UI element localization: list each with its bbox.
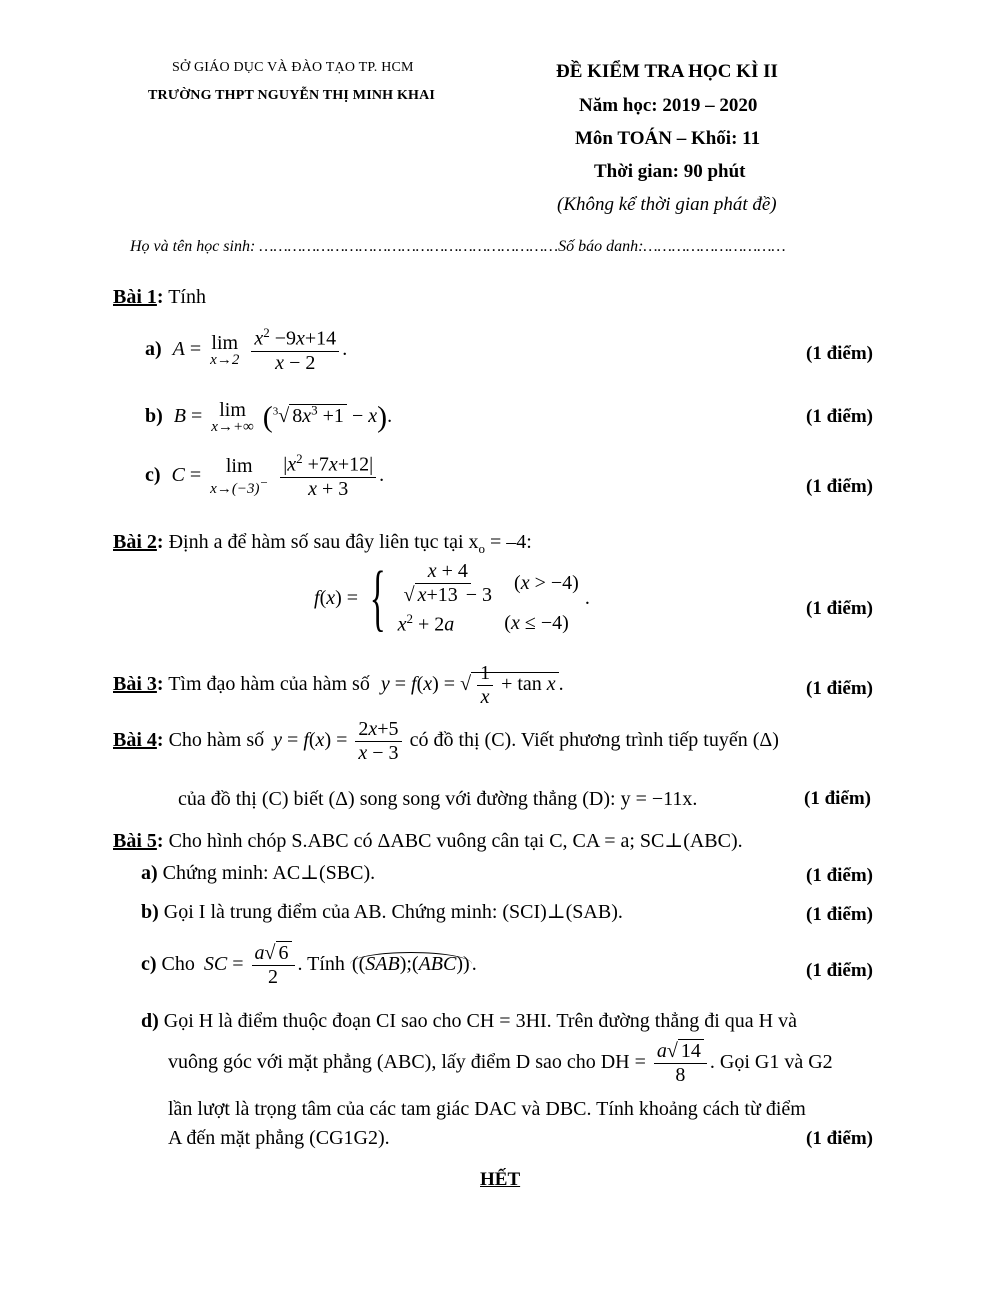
problem-1c: c) C = lim x→(−3)− $\frac{|x^2 +7x+12|}{x + 3}$ . <box>145 451 385 500</box>
problem-4-text1: Cho hàm số <box>168 729 265 752</box>
problem-5d-line2: vuông góc với mặt phẳng (ABC), lấy điểm D sao cho DH = $\frac{a√ 14}{8}$ . Gọi G1 và G2 <box>168 1040 833 1086</box>
problem-4-points: (1 điểm) <box>804 788 872 809</box>
problem-1a: a) A = lim x→2 $\frac{x^2 -9x+14}{x - 2}$ . <box>145 325 348 374</box>
problem-3-label: Bài 3 <box>113 673 157 696</box>
problem-1-label: Bài 1 <box>113 286 157 308</box>
problem-5d-text4: A đến mặt phẳng (CG1G2). <box>168 1127 390 1149</box>
end-marker: HẾT <box>480 1169 521 1190</box>
problem-2-text: Định a để hàm số sau đây liên tục tại x <box>168 531 479 553</box>
problem-5d-text1: Gọi H là điểm thuộc đoạn CI sao cho CH = 3HI. Trên đường thẳng đi qua H và <box>163 1010 797 1032</box>
problem-1-heading: Bài 1: Tính <box>113 286 206 308</box>
problem-1c-points: (1 điểm) <box>806 476 874 497</box>
duration-note: (Không kể thời gian phát đề) <box>557 194 777 215</box>
department-name: SỞ GIÁO DỤC VÀ ĐÀO TẠO TP. HCM <box>172 60 414 75</box>
problem-2-function: f(x) = { $\frac{x + 4}{√ x+13 - 3}$ (x > −4) $x^2 + 2a$ (x ≤ −4) . <box>314 557 590 640</box>
problem-5d-points: (1 điểm) <box>806 1128 874 1149</box>
problem-4-label: Bài 4 <box>113 729 157 752</box>
problem-1b-label: b) <box>145 405 163 428</box>
exam-duration: Thời gian: 90 phút <box>594 161 746 182</box>
problem-5c-text: Cho <box>161 953 195 976</box>
problem-3: Bài 3: Tìm đạo hàm của hàm số y = f(x) = √ $\frac{1}{x}$ + tan x . <box>113 662 564 708</box>
problem-5-label: Bài 5 <box>113 830 157 852</box>
problem-5d-text2b: . Gọi G1 và G2 <box>709 1051 833 1074</box>
problem-2-points: (1 điểm) <box>806 598 874 619</box>
problem-3-points: (1 điểm) <box>806 678 874 699</box>
problem-1a-label: a) <box>145 337 162 360</box>
student-info-line: Họ và tên học sinh: ………………………………………………………Số báo danh:………………………… <box>130 238 786 255</box>
problem-1a-points: (1 điểm) <box>806 343 874 364</box>
problem-1c-label: c) <box>145 463 161 486</box>
problem-3-text: Tìm đạo hàm của hàm số <box>168 673 370 696</box>
problem-5b: b) Gọi I là trung điểm của AB. Chứng minh: (SCI)⊥(SAB). <box>141 901 623 923</box>
problem-5-text: Cho hình chóp S.ABC có ΔABC vuông cân tại C, CA = a; SC⊥(ABC). <box>168 830 743 852</box>
school-year: Năm học: 2019 – 2020 <box>579 95 758 116</box>
problem-2-point: = –4: <box>490 531 532 553</box>
problem-4-text2: có đồ thị (C). Viết phương trình tiếp tuyến (Δ) <box>409 729 779 752</box>
problem-5d-text2a: vuông góc với mặt phẳng (ABC), lấy điểm D sao cho DH = <box>168 1051 646 1074</box>
problem-5c: c) Cho SC = $\frac{a√ 6}{2}$ . Tính ((SAB);(ABC)) . <box>141 942 477 988</box>
exam-title: ĐỀ KIỂM TRA HỌC KÌ II <box>556 61 778 82</box>
subject-grade: Môn TOÁN – Khối: 11 <box>575 128 761 149</box>
problem-5d-text3: lần lượt là trọng tâm của các tam giác DAC và DBC. Tính khoảng cách từ điểm <box>168 1098 806 1120</box>
problem-5b-text: Gọi I là trung điểm của AB. Chứng minh: (SCI)⊥(SAB). <box>163 901 623 923</box>
problem-4: Bài 4: Cho hàm số y = f(x) = $\frac{2x+5}{x - 3}$ có đồ thị (C). Viết phương trình tiếp tuyến (Δ) <box>113 718 779 764</box>
problem-5a-text: Chứng minh: AC⊥(SBC). <box>162 862 376 884</box>
problem-2-label: Bài 2 <box>113 531 157 553</box>
problem-4-text3: của đồ thị (C) biết (Δ) song song với đường thẳng (D): y = −11x. <box>178 788 698 810</box>
problem-5a-points: (1 điểm) <box>806 865 874 886</box>
problem-5a: a) Chứng minh: AC⊥(SBC). <box>141 862 376 884</box>
problem-5d-line1: d) Gọi H là điểm thuộc đoạn CI sao cho CH = 3HI. Trên đường thẳng đi qua H và <box>141 1010 797 1032</box>
problem-1-text: Tính <box>168 286 206 308</box>
problem-2-heading: Bài 2: Định a để hàm số sau đây liên tục tại $x_o = -4$: <box>113 531 532 556</box>
problem-5c-points: (1 điểm) <box>806 960 874 981</box>
problem-5c-post: . Tính <box>297 953 345 976</box>
problem-1b-points: (1 điểm) <box>806 406 874 427</box>
problem-5b-points: (1 điểm) <box>806 904 874 925</box>
problem-5-heading: Bài 5: Cho hình chóp S.ABC có ΔABC vuông cân tại C, CA = a; SC⊥(ABC). <box>113 830 743 852</box>
school-name: TRƯỜNG THPT NGUYỄN THỊ MINH KHAI <box>148 88 436 103</box>
problem-1b: b) B = lim x→+∞ ($^3$√ $8x^3 +1 - x$). <box>145 399 393 435</box>
